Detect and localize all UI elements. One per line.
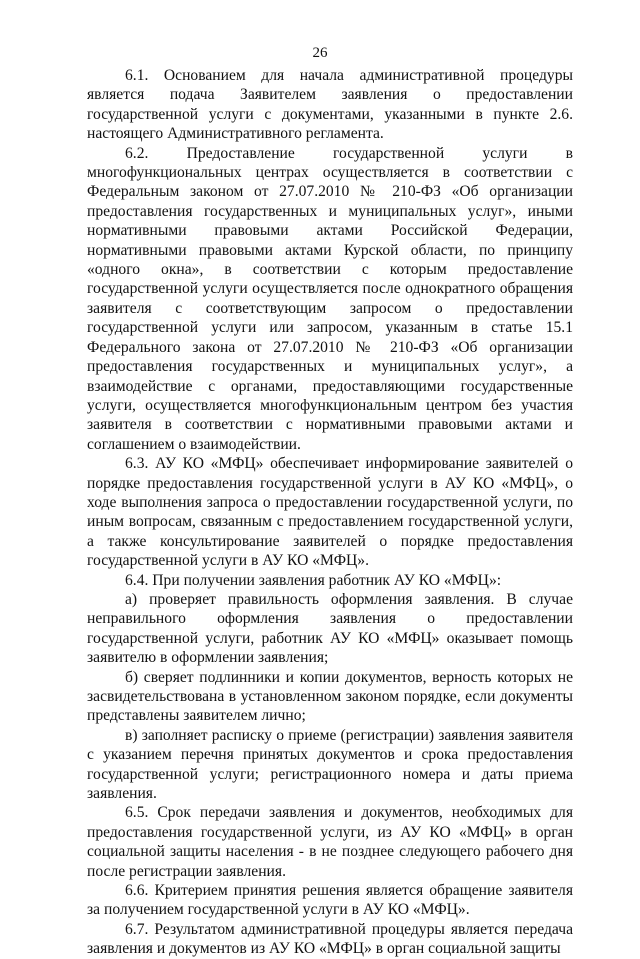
- paragraph-6-2: 6.2. Предоставление государственной услуги в многофункциональных центрах осуществляется в соответствии с Федеральным законом от 27.07.2010 № 210-ФЗ «Об организации предоставления государственных и муниципальных услуг», иными нормативными правовыми актами Российской Федерации, нормативными правовыми актами Курской области, по принципу «одного окна», в соответствии с которым предоставление государственной услуги осуществляется после однократного обращения заявителя с соответствующим запросом о предоставлении государственной услуги или запросом, указанным в статье 15.1 Федерального закона от 27.07.2010 № 210-ФЗ «Об организации предоставления государственных и муниципальных услуг», а взаимодействие с органами, предоставляющими государственные услуги, осуществляется многофункциональным центром без участия заявителя в соответствии с нормативными правовыми актами и соглашением о взаимодействии.: [87, 144, 573, 453]
- page-number: 26: [312, 45, 328, 61]
- paragraph-6-5: 6.5. Срок передачи заявления и документов, необходимых для предоставления государственной услуги, из АУ КО «МФЦ» в орган социальной защиты населения - в не позднее следующего рабочего дня после регистрации заявления.: [87, 804, 573, 880]
- paragraph-6-7: 6.7. Результатом административной процедуры является передача заявления и документов из АУ КО «МФЦ» в орган социальной защиты: [87, 920, 573, 958]
- body-text: [87, 66, 573, 959]
- paragraph-6-4: 6.4. При получении заявления работник АУ КО «МФЦ»:: [125, 571, 502, 589]
- paragraph-6-6: 6.6. Критерием принятия решения является обращение заявителя за получением государственной услуги в АУ КО «МФЦ».: [87, 882, 573, 919]
- paragraph-6-4-b: б) сверяет подлинники и копии документов, верность которых не засвидетельствована в установленном законом порядке, если документы представлены заявителем лично;: [87, 668, 573, 725]
- paragraph-6-3: 6.3. АУ КО «МФЦ» обеспечивает информирование заявителей о порядке предоставления государственной услуги в АУ КО «МФЦ», о ходе выполнения запроса о предоставлении государственной услуги, по иным вопросам, связанным с предоставлением государственной услуги, а также консультирование заявителей о порядке предоставления государственной услуги в АУ КО «МФЦ».: [87, 455, 573, 570]
- paragraph-6-4-v: в) заполняет расписку о приеме (регистрации) заявления заявителя с указанием перечня принятых документов и срока предоставления государственной услуги; регистрационного номера и даты приема заявления.: [87, 726, 573, 803]
- paragraph-6-1: 6.1. Основанием для начала административной процедуры является подача Заявителем заявления о предоставлении государственной услуги с документами, указанными в пункте 2.6. настоящего Административного регламента.: [87, 67, 573, 143]
- paragraph-6-4-a: а) проверяет правильность оформления заявления. В случае неправильного оформления заявления о предоставлении государственной услуги, работник АУ КО «МФЦ» оказывает помощь заявителю в оформлении заявления;: [87, 590, 573, 667]
